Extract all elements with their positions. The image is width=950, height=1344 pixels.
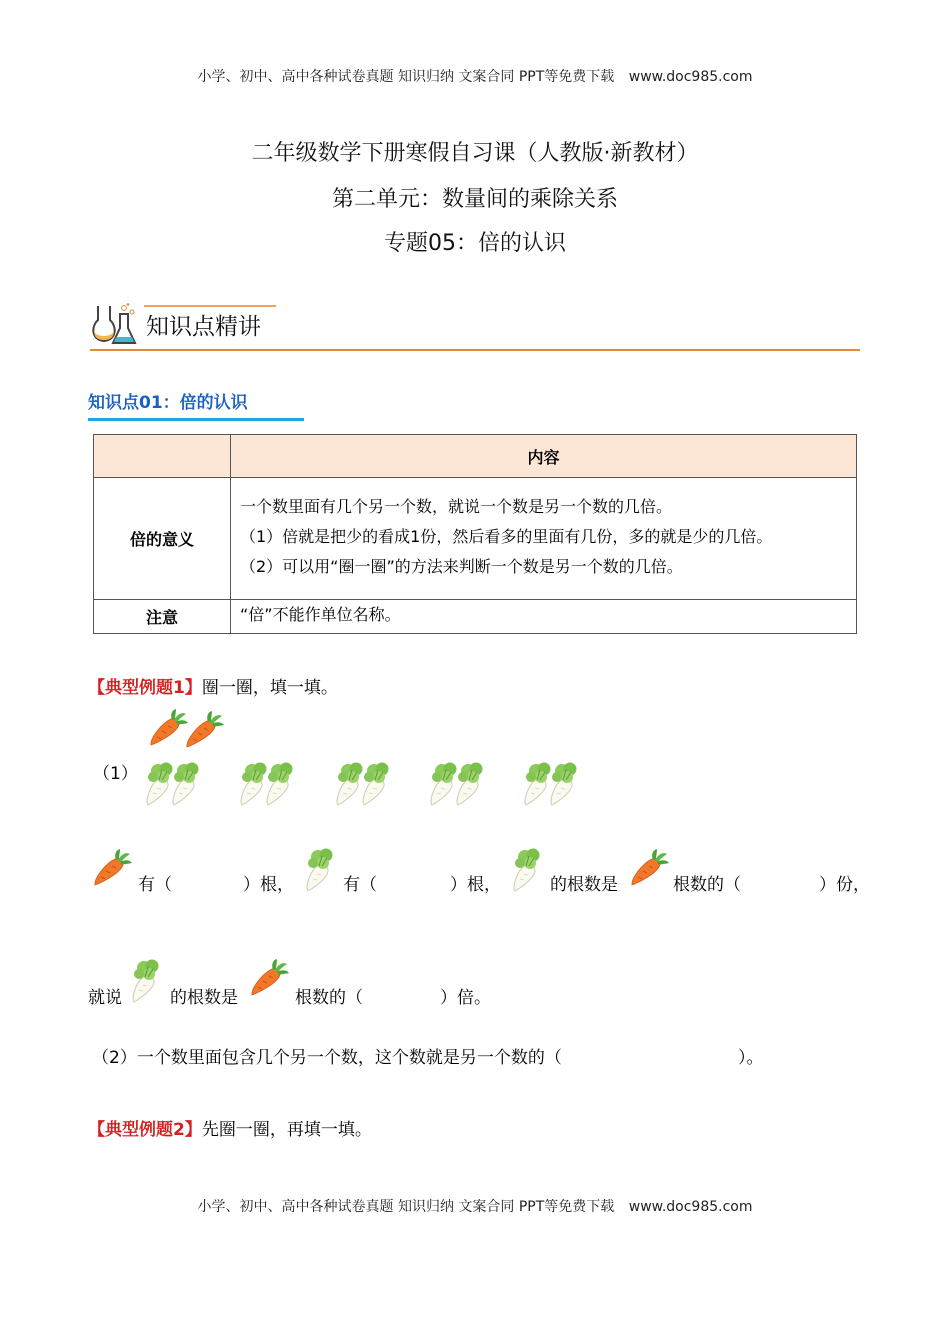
example-2-text: 先圈一圈，再填一填。: [201, 1120, 372, 1140]
fill-1a: 有（: [138, 875, 172, 895]
section-rule: [90, 349, 860, 351]
radish-icon: [298, 846, 338, 892]
banner-url[interactable]: www.doc985.com: [628, 69, 753, 85]
doc-title: 二年级数学下册寒假自习课（人教版·新教材）: [251, 141, 699, 166]
meaning-line-3: （2）可以用“圈一圈”的方法来判断一个数是另一个数的几倍。: [240, 557, 683, 576]
example-1-heading: [88, 673, 338, 698]
fill-2d: ）倍。: [440, 988, 491, 1008]
row-content-note: [231, 600, 857, 634]
table-header-content: 内容: [231, 435, 857, 478]
radish-pair: [147, 763, 198, 806]
row-label-note: 注意: [94, 600, 231, 634]
part-1-label: （1）: [93, 764, 138, 784]
carrot-icon: [187, 711, 224, 747]
example-1-text: 圈一圈，填一填。: [201, 678, 338, 698]
header-banner: [0, 66, 950, 86]
row-label-meaning: 倍的意义: [94, 478, 231, 600]
example-2-heading: [88, 1115, 372, 1140]
radish-icon: [124, 957, 164, 1003]
table-row: [94, 600, 857, 634]
knowledge-point-underline: [88, 418, 304, 421]
fill-1c: 有（: [343, 875, 377, 895]
radish-icon: [505, 846, 545, 892]
knowledge-point-title: 知识点01：倍的认识: [88, 393, 248, 413]
section-header: [90, 300, 860, 352]
fill-1d: ）根，: [450, 875, 501, 895]
example-1-tag: 【典型例题1】: [88, 678, 202, 698]
fill-2a: 就说: [88, 988, 122, 1008]
topic-title: 专题05：倍的认识: [384, 231, 566, 256]
meaning-line-1: 一个数里面有几个另一个数，就说一个数是另一个数的几倍。: [240, 497, 673, 516]
carrot-icon: [92, 848, 132, 888]
example-2-tag: 【典型例题2】: [88, 1120, 202, 1140]
footer-banner-url[interactable]: www.doc985.com: [628, 1199, 753, 1215]
fill-1f: 根数的（: [673, 875, 741, 895]
table-header-row: [94, 435, 857, 478]
fill-2b: 的根数是: [170, 988, 238, 1008]
carrot-icon: [249, 958, 289, 998]
lab-flask-icon: [90, 302, 140, 348]
footer-banner-text: 小学、初中、高中各种试卷真题 知识归纳 文案合同 PPT等免费下载: [197, 1199, 615, 1215]
part-2b: ）。: [738, 1048, 764, 1068]
table-header-blank: [94, 435, 231, 478]
fill-1e: 的根数是: [550, 875, 618, 895]
meaning-line-2: （1）倍就是把少的看成1份，然后看多的里面有几份，多的就是少的几倍。: [240, 527, 773, 546]
fill-1b: ）根，: [243, 875, 294, 895]
section-label: 知识点精讲: [146, 314, 261, 340]
footer-banner: [0, 1196, 950, 1216]
fill-1g: ）份，: [819, 875, 870, 895]
radish-pair: [337, 763, 388, 806]
banner-text: 小学、初中、高中各种试卷真题 知识归纳 文案合同 PPT等免费下载: [197, 69, 615, 85]
knowledge-table: [93, 434, 857, 634]
radish-pair: [431, 763, 482, 806]
carrot-group: [148, 706, 232, 750]
radish-groups: [138, 758, 598, 810]
fill-2c: 根数的（: [295, 988, 363, 1008]
radish-pair: [525, 763, 576, 806]
carrot-icon: [151, 709, 188, 745]
radish-pair: [241, 763, 292, 806]
section-top-line: [144, 305, 276, 307]
unit-title: 第二单元：数量间的乘除关系: [331, 187, 618, 212]
row-content-meaning: [231, 478, 857, 600]
carrot-icon: [629, 848, 669, 888]
table-row: [94, 478, 857, 600]
part-2a: （2）一个数里面包含几个另一个数，这个数就是另一个数的（: [92, 1048, 562, 1068]
note-line-1: “倍”不能作单位名称。: [240, 605, 401, 624]
